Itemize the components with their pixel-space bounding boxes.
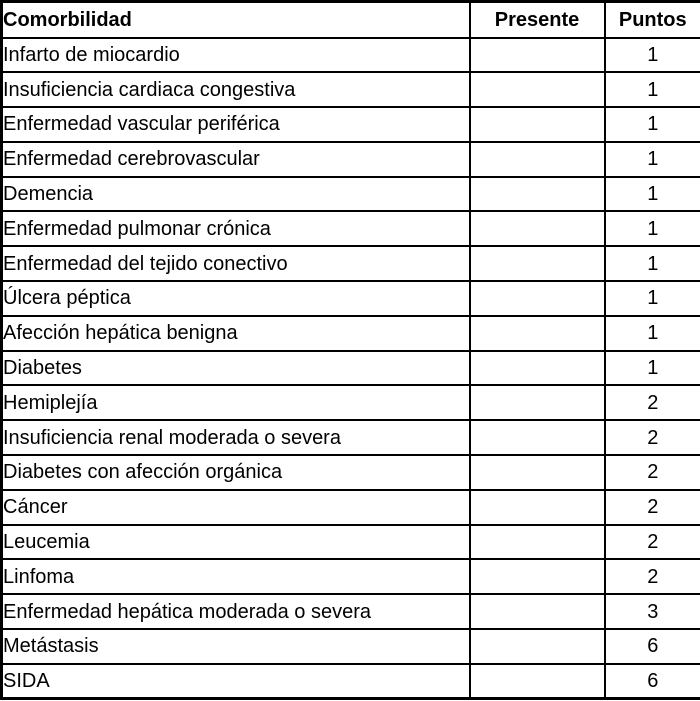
column-header-comorbilidad: Comorbilidad [2, 2, 470, 38]
puntos-value: 2 [605, 420, 700, 455]
puntos-value: 1 [605, 142, 700, 177]
comorbidity-label: Insuficiencia renal moderada o severa [2, 420, 470, 455]
puntos-value: 1 [605, 107, 700, 142]
presente-cell [470, 142, 605, 177]
comorbidity-label: Infarto de miocardio [2, 38, 470, 73]
comorbidity-label: Enfermedad pulmonar crónica [2, 211, 470, 246]
puntos-value: 3 [605, 594, 700, 629]
comorbidity-label: Leucemia [2, 525, 470, 560]
puntos-value: 1 [605, 177, 700, 212]
comorbidity-label: Linfoma [2, 559, 470, 594]
table-row [2, 38, 700, 73]
comorbidity-label: Enfermedad vascular periférica [2, 107, 470, 142]
table-row [2, 455, 700, 490]
table-row [2, 72, 700, 107]
comorbidity-label: Metástasis [2, 629, 470, 664]
comorbidity-label: Diabetes [2, 351, 470, 386]
table-row [2, 525, 700, 560]
table-row [2, 142, 700, 177]
comorbidity-label: Cáncer [2, 490, 470, 525]
comorbidity-label: SIDA [2, 664, 470, 699]
puntos-value: 2 [605, 525, 700, 560]
presente-cell [470, 525, 605, 560]
presente-cell [470, 246, 605, 281]
presente-cell [470, 629, 605, 664]
table-header-row [2, 2, 700, 38]
table-row [2, 559, 700, 594]
puntos-value: 1 [605, 351, 700, 386]
puntos-value: 1 [605, 316, 700, 351]
presente-cell [470, 177, 605, 212]
comorbidity-label: Enfermedad del tejido conectivo [2, 246, 470, 281]
comorbidity-label: Afección hepática benigna [2, 316, 470, 351]
puntos-value: 1 [605, 246, 700, 281]
puntos-value: 6 [605, 664, 700, 699]
comorbidity-label: Diabetes con afección orgánica [2, 455, 470, 490]
presente-cell [470, 72, 605, 107]
puntos-value: 1 [605, 211, 700, 246]
presente-cell [470, 594, 605, 629]
table-row [2, 594, 700, 629]
puntos-value: 1 [605, 38, 700, 73]
presente-cell [470, 664, 605, 699]
puntos-value: 2 [605, 385, 700, 420]
presente-cell [470, 38, 605, 73]
presente-cell [470, 211, 605, 246]
table-row [2, 420, 700, 455]
table-row [2, 629, 700, 664]
table-row [2, 316, 700, 351]
presente-cell [470, 316, 605, 351]
table-row [2, 664, 700, 699]
column-header-puntos: Puntos [605, 2, 700, 38]
comorbidity-label: Insuficiencia cardiaca congestiva [2, 72, 470, 107]
column-header-presente: Presente [470, 2, 605, 38]
presente-cell [470, 420, 605, 455]
table-row [2, 490, 700, 525]
comorbidity-label: Úlcera péptica [2, 281, 470, 316]
puntos-value: 2 [605, 490, 700, 525]
comorbidity-label: Demencia [2, 177, 470, 212]
table-row [2, 385, 700, 420]
puntos-value: 1 [605, 72, 700, 107]
presente-cell [470, 490, 605, 525]
presente-cell [470, 281, 605, 316]
presente-cell [470, 455, 605, 490]
comorbidity-label: Enfermedad cerebrovascular [2, 142, 470, 177]
presente-cell [470, 107, 605, 142]
comorbidity-label: Hemiplejía [2, 385, 470, 420]
presente-cell [470, 385, 605, 420]
puntos-value: 2 [605, 559, 700, 594]
presente-cell [470, 559, 605, 594]
table-row [2, 177, 700, 212]
puntos-value: 2 [605, 455, 700, 490]
table-row [2, 281, 700, 316]
presente-cell [470, 351, 605, 386]
table-row [2, 211, 700, 246]
puntos-value: 6 [605, 629, 700, 664]
puntos-value: 1 [605, 281, 700, 316]
table-row [2, 351, 700, 386]
table-row [2, 246, 700, 281]
table-row [2, 107, 700, 142]
comorbidity-label: Enfermedad hepática moderada o severa [2, 594, 470, 629]
